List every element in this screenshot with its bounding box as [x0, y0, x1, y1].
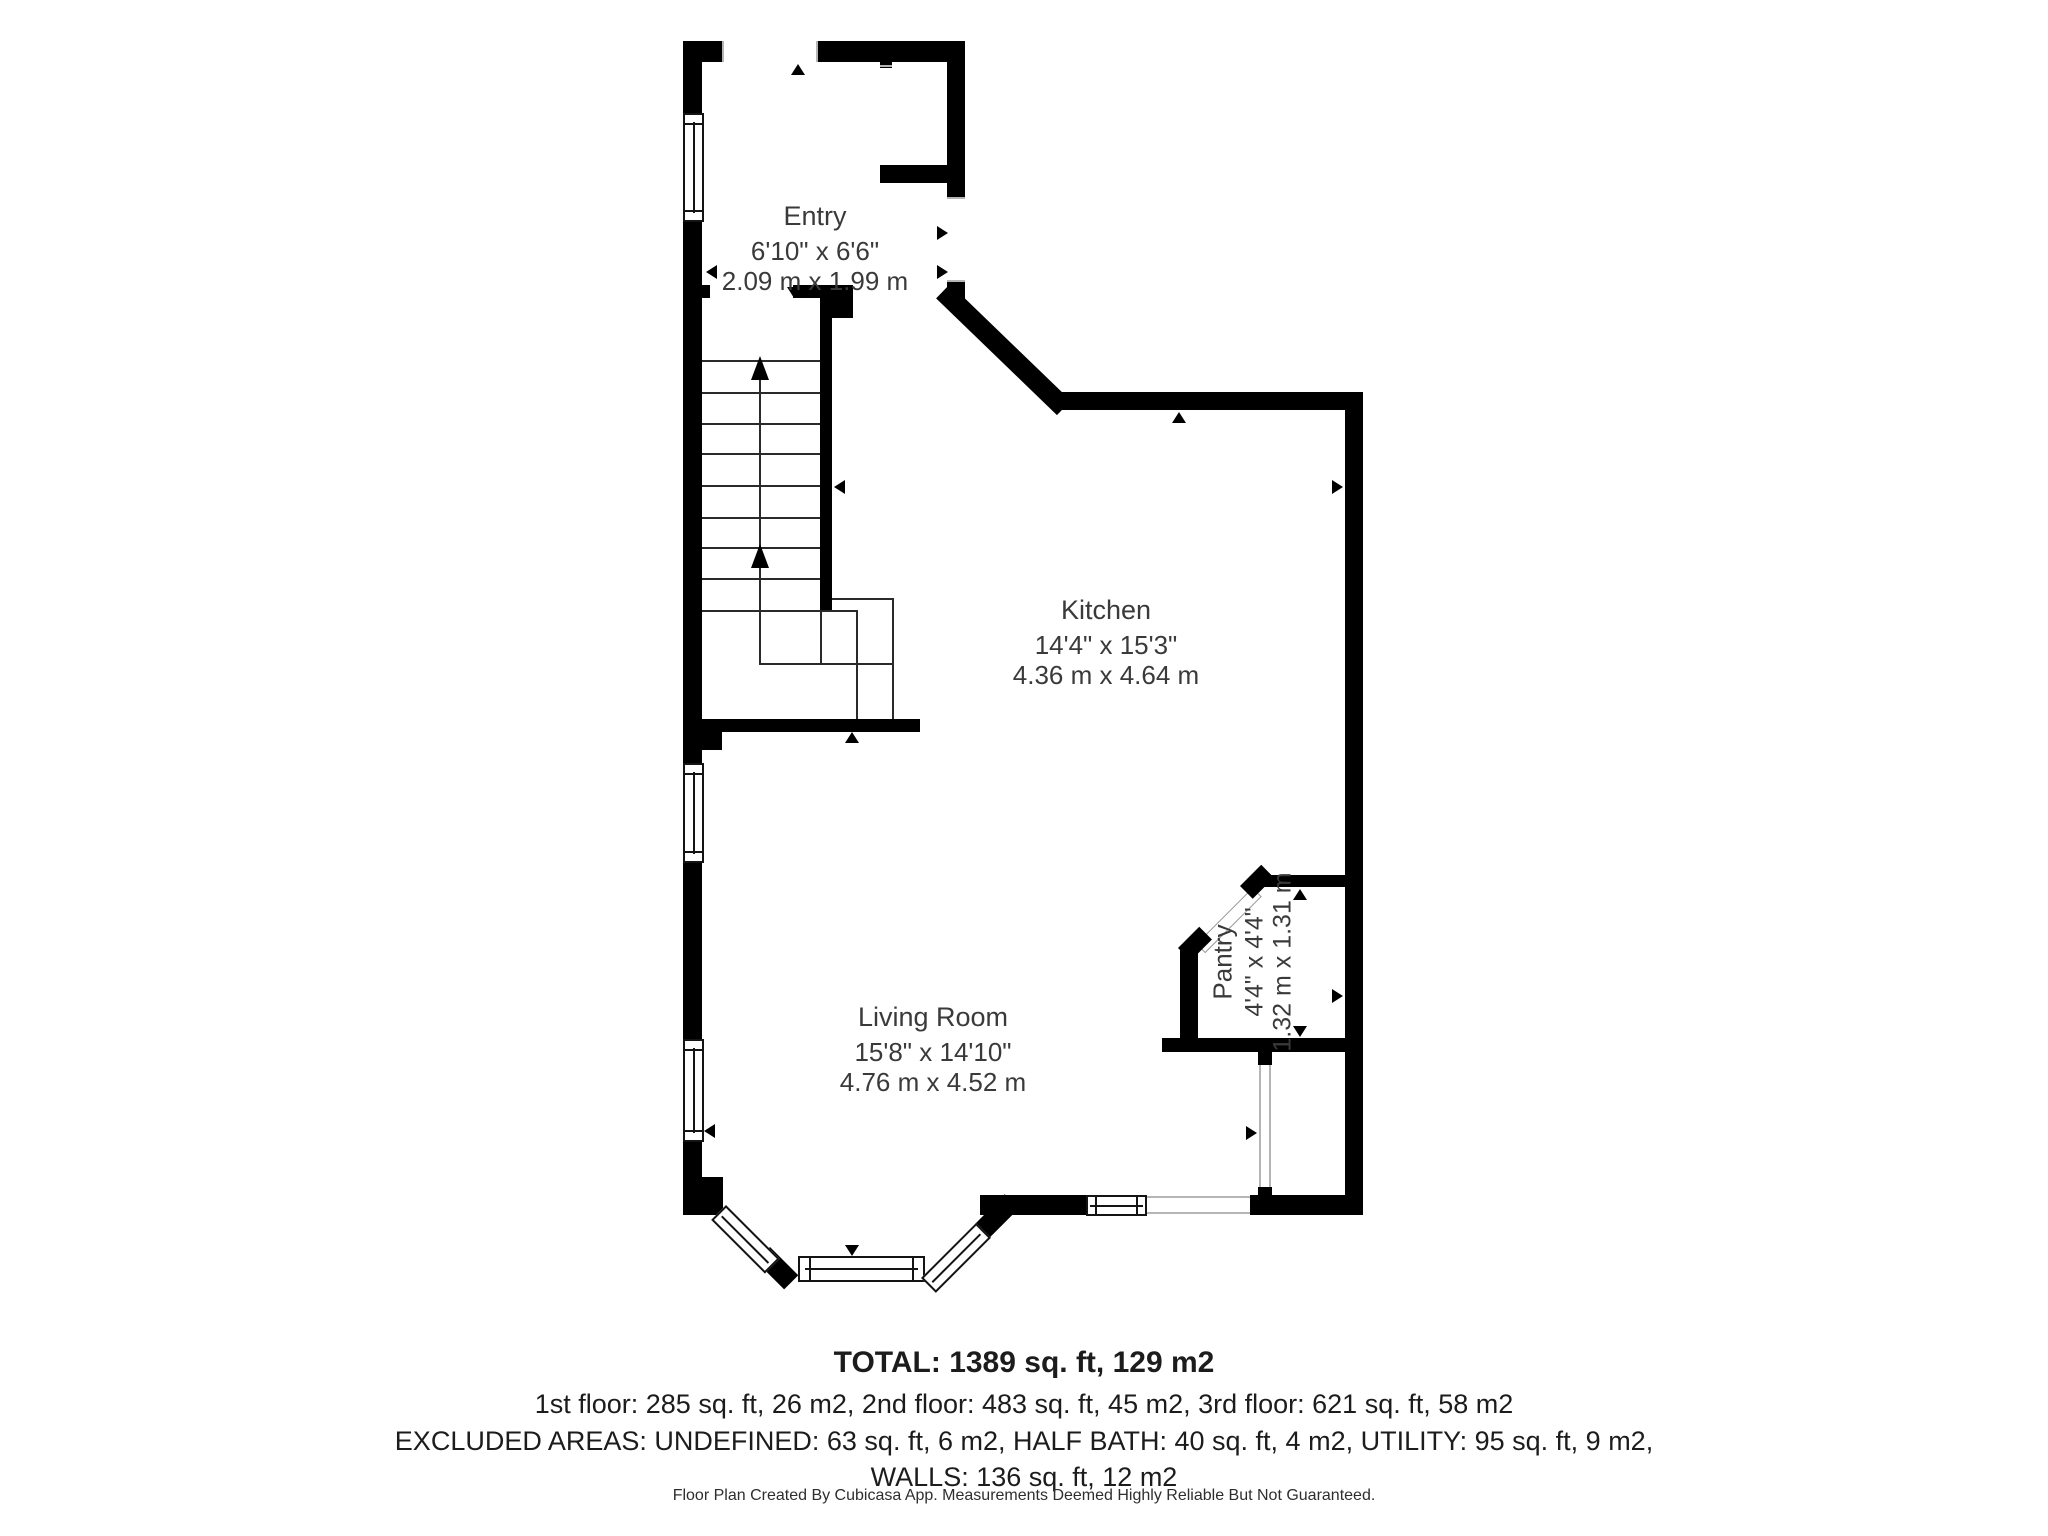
room-dims-m: 4.76 m x 4.52 m [839, 1067, 1027, 1097]
room-label-living [840, 1001, 1026, 1097]
up-arrow-icon [791, 64, 805, 75]
stair-step-line [702, 517, 820, 519]
wall [683, 222, 702, 285]
room-name: Living Room [857, 1002, 1009, 1032]
wall [702, 732, 722, 750]
stairs-up-arrow-icon [751, 544, 769, 568]
stair-step-line [702, 423, 820, 425]
room-dims-ft: 4'4" x 4'4" [1240, 907, 1269, 1017]
wall-bay-corner-left [683, 1177, 723, 1215]
floor-areas-text: 1st floor: 285 sq. ft, 26 m2, 2nd floor: 483 sq. ft, 45 m2, 3rd floor: 621 sq. ft, 58 m2 [534, 1389, 1514, 1419]
room-label-kitchen [1013, 594, 1199, 690]
stair-winder-line [820, 610, 822, 663]
window [1086, 1195, 1147, 1216]
door-jamb [722, 41, 724, 62]
right-arrow-icon [1246, 1126, 1257, 1140]
wall-diagonal [936, 284, 1071, 415]
room-label-entry [722, 200, 908, 296]
wall-stairwell [820, 298, 832, 610]
wall-stair-bottom [683, 719, 920, 732]
room-name: Kitchen [1060, 595, 1152, 625]
patio-opening-line [1147, 1196, 1250, 1198]
window [683, 763, 704, 863]
stair-rail-line [759, 360, 761, 663]
room-dims-m: 1.32 m x 1.31 m [1268, 872, 1297, 1052]
stair-step-line [702, 453, 820, 455]
total-area-text: TOTAL: 1389 sq. ft, 129 m2 [833, 1346, 1215, 1379]
left-arrow-icon [834, 480, 845, 494]
wall-stub [1258, 1187, 1272, 1195]
wall [683, 285, 710, 298]
stairs-up-arrow-icon [751, 356, 769, 380]
patio-opening-line [1147, 1212, 1250, 1214]
room-name: Pantry [1207, 924, 1238, 1000]
stair-step-line [702, 578, 820, 580]
window [683, 1039, 704, 1142]
door-jamb [1259, 1065, 1261, 1187]
down-arrow-icon [845, 1245, 859, 1256]
stair-winder-line [759, 663, 894, 665]
door-jamb [947, 280, 965, 282]
walls-area-text: WALLS: 136 sq. ft, 12 m2 [870, 1462, 1178, 1492]
wall-closet-bottom [880, 165, 947, 183]
excluded-areas-text: EXCLUDED AREAS: UNDEFINED: 63 sq. ft, 6 m2, HALF BATH: 40 sq. ft, 4 m2, UTILITY: 95 sq. ft, 9 m2, [394, 1426, 1654, 1456]
right-arrow-icon [937, 226, 948, 240]
left-arrow-icon [704, 1124, 715, 1138]
right-arrow-icon [1332, 989, 1343, 1003]
right-arrow-icon [937, 265, 948, 279]
door-jamb [816, 41, 818, 62]
stair-step-line [702, 392, 820, 394]
wall [683, 1142, 702, 1182]
up-arrow-icon [845, 732, 859, 743]
window-bay-front [798, 1256, 925, 1282]
wall [683, 732, 702, 763]
stair-step-line [702, 610, 857, 612]
door-jamb [1269, 1065, 1271, 1187]
left-arrow-icon [706, 265, 717, 279]
room-name: Entry [783, 201, 847, 231]
window-bay-right [921, 1223, 991, 1293]
disclaimer-text: Floor Plan Created By Cubicasa App. Measurements Deemed Highly Reliable But Not Guaranteed. [672, 1487, 1376, 1504]
room-dims-m: 2.09 m x 1.99 m [721, 266, 909, 296]
room-label-pantry [1208, 872, 1297, 1051]
wall-top [683, 41, 722, 62]
door-jamb [880, 65, 892, 67]
right-arrow-icon [1332, 480, 1343, 494]
window [683, 113, 704, 222]
stair-winder-line [832, 598, 893, 600]
wall-entry-right [947, 41, 965, 197]
stair-step-line [702, 485, 820, 487]
room-dims-ft: 15'8" x 14'10" [854, 1037, 1012, 1067]
stair-winder-line [892, 598, 894, 719]
wall-stub [1258, 1052, 1272, 1065]
room-dims-ft: 14'4" x 15'3" [1034, 630, 1178, 660]
room-dims-m: 4.36 m x 4.64 m [1012, 660, 1200, 690]
wall-right [1345, 392, 1363, 1215]
room-dims-ft: 6'10" x 6'6" [750, 236, 880, 266]
wall-kitchen-top [1058, 392, 1363, 410]
wall [683, 298, 702, 719]
window-bay-left [711, 1205, 780, 1274]
wall [832, 298, 853, 318]
wall-bottom [1250, 1195, 1363, 1215]
door-jamb [947, 197, 965, 199]
wall [683, 863, 702, 1039]
up-arrow-icon [1172, 412, 1186, 423]
left-arrow-icon [1185, 989, 1196, 1003]
